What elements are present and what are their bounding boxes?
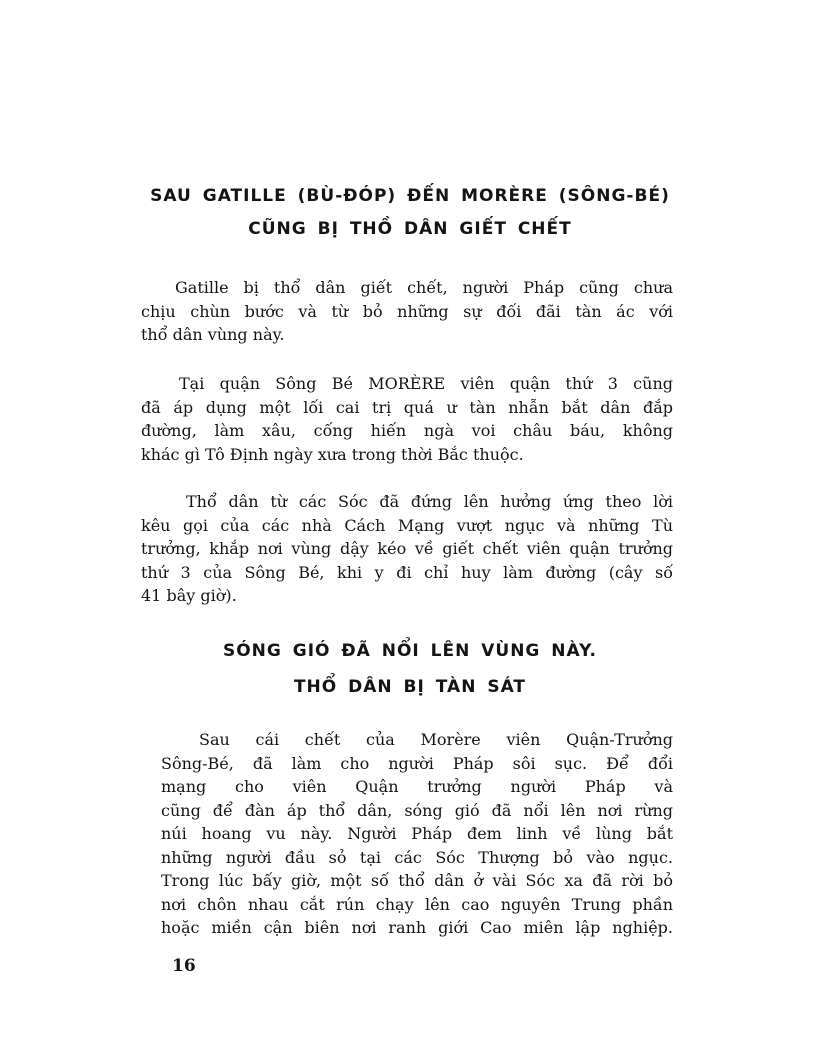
- text-line: đường, làm xâu, cống hiến ngà voi châu báu, không: [141, 421, 673, 440]
- text-line: kêu gọi của các nhà Cách Mạng vượt ngục và những Tù: [141, 515, 673, 535]
- text-line: Thổ dân từ các Sóc đã đứng lên hưởng ứng theo lời: [186, 492, 673, 511]
- text-line: khác gì Tô Định ngày xưa trong thời Bắc thuộc.: [141, 444, 524, 464]
- section-1-heading-line-2: CŨNG BỊ THỒ DÂN GIẾT CHẾT: [248, 219, 572, 239]
- text-line: Sông-Bé, đã làm cho người Pháp sôi sục. Để đổi: [161, 753, 673, 773]
- text-line: đã áp dụng một lối cai trị quá ư tàn nhẫn bắt dân đắp: [141, 397, 673, 417]
- text-line: chịu chùn bước và từ bỏ những sự đối đãi tàn ác với: [141, 301, 673, 321]
- text-line: thứ 3 của Sông Bé, khi y đi chỉ huy làm đường (cây số: [141, 562, 673, 582]
- section-1-heading-line-1: SAU GATILLE (BÙ-ĐÓP) ĐẾN MORÈRE (SÔNG-BÉ): [150, 186, 670, 206]
- text-line: hoặc miền cận biên nơi ranh giới Cao miên lập nghiệp.: [161, 918, 673, 937]
- text-line: những người đầu sỏ tại các Sóc Thượng bỏ vào ngục.: [161, 847, 673, 867]
- text-line: nơi chôn nhau cắt rún chạy lên cao nguyên Trung phần: [161, 894, 673, 914]
- text-line: Tại quận Sông Bé MORÈRE viên quận thứ 3 cũng: [179, 374, 673, 393]
- text-line: Sau cái chết của Morère viên Quận-Trưởng: [199, 730, 673, 749]
- text-line: Gatille bị thổ dân giết chết, người Pháp cũng chưa: [175, 278, 673, 297]
- section-1-paragraph-2: [141, 372, 673, 466]
- text-line: núi hoang vu này. Người Pháp đem linh về lùng bắt: [161, 824, 673, 843]
- text-line: trưởng, khắp nơi vùng dậy kéo về giết chết viên quận trưởng: [141, 539, 673, 558]
- text-line: mạng cho viên Quận trưởng người Pháp và: [161, 777, 673, 796]
- section-2-heading-line-1: SÓNG GIÓ ĐÃ NỔI LÊN VÙNG NÀY.: [222, 641, 598, 661]
- section-1-paragraph-1: [141, 276, 673, 347]
- text-line: thổ dân vùng này.: [141, 325, 285, 344]
- page-number: 16: [172, 956, 196, 976]
- section-1-paragraph-3: [141, 490, 673, 608]
- section-2-paragraph-1: [141, 728, 673, 940]
- text-line: Trong lúc bấy giờ, một số thổ dân ở vài Sóc xa đã rời bỏ: [161, 871, 673, 890]
- text-line: cũng để đàn áp thổ dân, sóng gió đã nổi lên nơi rừng: [161, 800, 673, 820]
- section-2-heading-line-2: THỔ DÂN BỊ TÀN SÁT: [293, 677, 527, 697]
- text-line: 41 bây giờ).: [141, 586, 237, 605]
